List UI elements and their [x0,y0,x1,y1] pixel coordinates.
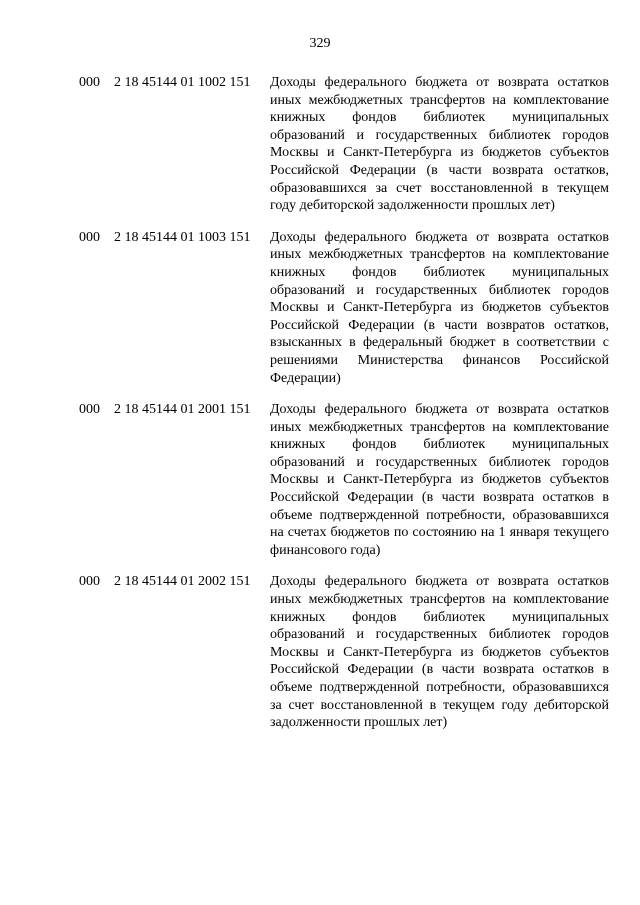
table-row [0,74,640,215]
revenue-code: 2 18 45144 01 2002 151 [114,574,251,590]
revenue-code: 2 18 45144 01 1002 151 [114,75,251,90]
revenue-code-table [0,74,640,746]
revenue-description: Доходы федерального бюджета от возврата остатков иных межбюджетных трансфертов на комплектование книжных фондов библиотек муниципальных образований и государственных библиотек городов Москвы и Санкт-Петербурга из бюджетов субъектов Российской Федерации (в части возврата остатков в объеме подтвержденной потребности, образовавшихся за счет восстановленной в текущем году дебиторской задолженности прошлых лет) [270,574,609,731]
table-row [0,229,640,387]
revenue-description: Доходы федерального бюджета от возврата остатков иных межбюджетных трансфертов на комплектование книжных фондов библиотек муниципальных образований и государственных библиотек городов Москвы и Санкт-Петербурга из бюджетов субъектов Российской Федерации (в части возврата остатков в объеме подтвержденной потребности, образовавшихся на счетах бюджетов по состоянию на 1 января текущего финансового года) [270,402,609,558]
page-number: 329 [309,36,331,51]
admin-code: 000 [79,402,100,418]
revenue-code: 2 18 45144 01 2001 151 [114,402,251,418]
table-row [0,401,640,559]
admin-code: 000 [79,229,100,245]
revenue-description: Доходы федерального бюджета от возврата остатков иных межбюджетных трансфертов на комплектование книжных фондов библиотек муниципальных образований и государственных библиотек городов Москвы и Санкт-Петербурга из бюджетов субъектов Российской Федерации (в части возврата остатков, образовавшихся за счет восстановленной в текущем году дебиторской задолженности прошлых лет) [270,75,609,214]
revenue-code: 2 18 45144 01 1003 151 [114,229,251,245]
admin-code: 000 [79,75,100,90]
admin-code: 000 [79,574,100,590]
table-row [0,573,640,731]
revenue-description: Доходы федерального бюджета от возврата остатков иных межбюджетных трансфертов на комплектование книжных фондов библиотек муниципальных образований и государственных библиотек городов Москвы и Санкт-Петербурга из бюджетов субъектов Российской Федерации (в части возвратов остатков, взысканных в федеральный бюджет в соответствии с решениями Министерства финансов Российской Федерации) [270,229,609,386]
